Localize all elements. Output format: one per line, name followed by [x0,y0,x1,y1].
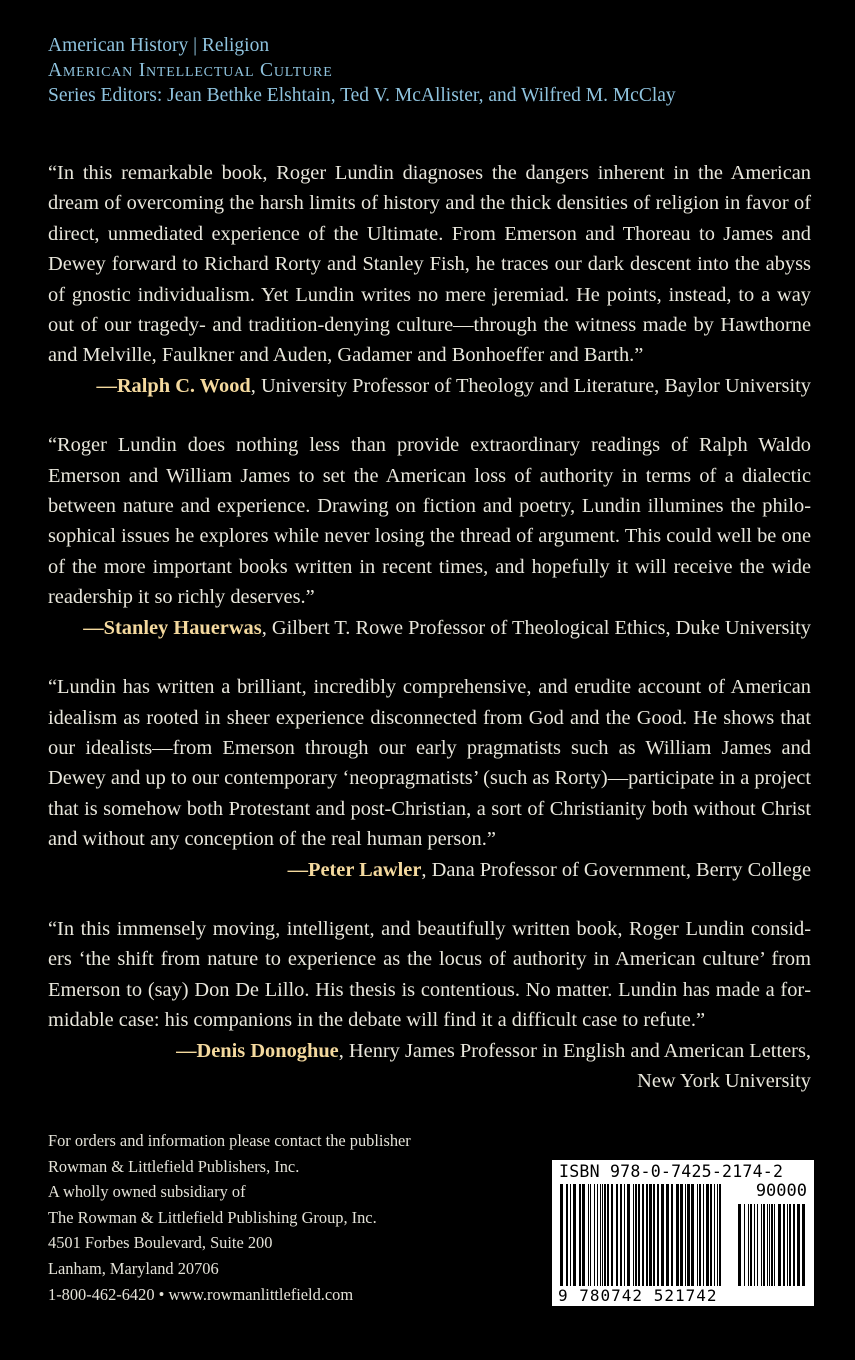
barcode-bar [642,1184,644,1286]
reviewer-affiliation: , Dana Professor of Government, Berry College [421,858,811,881]
barcode-bar [748,1204,749,1286]
reviewer-affiliation: , University Professor of Theology and Literature, Baylor University [250,374,811,397]
barcode-bar [602,1184,603,1286]
ean-digits: 9 780742 521742 [558,1286,718,1305]
blurb [48,430,811,643]
barcode-bar [661,1184,664,1286]
barcode-bar [671,1184,673,1286]
barcode-bar [627,1184,630,1286]
contact-line: A wholly owned subsidiary of [48,1182,246,1202]
barcode-bar [789,1204,791,1286]
barcode-bar [774,1204,775,1286]
barcode-bar [778,1204,781,1286]
barcode-bar [685,1184,686,1286]
barcode-bar [666,1184,669,1286]
contact-line: The Rowman & Littlefield Publishing Group, Inc. [48,1207,377,1227]
barcode-bar [607,1184,609,1286]
barcode-bar [769,1204,770,1286]
category-label: American History | Religion [48,35,270,56]
barcode-bar [649,1184,652,1286]
barcode-bar [697,1184,698,1286]
barcode-bar [802,1204,805,1286]
barcode-bar [611,1184,613,1286]
barcode-bar [744,1204,745,1286]
barcode-bar [783,1204,785,1286]
barcode-bar [570,1184,571,1286]
barcode-bar [597,1184,598,1286]
barcode-bar [787,1204,788,1286]
barcode-bar [620,1184,622,1286]
barcode-bar [719,1184,721,1286]
blurb [48,158,811,401]
blurb-attribution [48,371,811,401]
barcode-bar [582,1184,585,1286]
reviewer-name: —Stanley Hauerwas [83,616,262,639]
blurb-quote: “In this remarkable book, Roger Lundin diagnoses the dangers inherent in the American dream of overcoming the harsh limits of history and the thick densities of religion in favor of direct, unmediated experience of the Ultimate. From Emerson and Thoreau to James and Dewey forward to Richard Rorty and Stanley Fish, he traces our dark descent into the abyss of gnostic individualism. Yet Lundin writes no mere jeremiad. He points, instead, to a way out of our tragedy- and tradition-denying culture—through the witness made by Hawthorne and Melville, Faulkner and Auden, Gadamer and Bonhoeffer and Barth.” [48,162,811,367]
barcode-bar [600,1184,601,1286]
isbn-number: ISBN 978-0-7425-2174-2 [559,1162,784,1181]
barcode-bar [757,1204,758,1286]
barcode-bar [687,1184,690,1286]
barcode-bar [714,1184,715,1286]
blurb [48,672,811,885]
barcode-bar [566,1184,568,1286]
price-code: 90000 [755,1181,807,1201]
barcode-bar [635,1184,637,1286]
blurb [48,914,811,1096]
barcode-bar [750,1204,752,1286]
barcode-bar [691,1184,694,1286]
barcode-bar [590,1184,591,1286]
barcode-bar [763,1204,765,1286]
barcode-bar [793,1204,795,1286]
blurb-quote: “Lundin has written a brilliant, incredibly comprehensive, and erudite account of American idealism as rooted in sheer experience disconnected from God and the Good. He shows that our idealists—from Emerson through our early pragmatists such as William James and Dewey and up to our contemporary ‘neopragmatists’ (such as Rorty)—participate in a project that is somehow both Protestant and post-Christian, a sort of Christianity both without Christ and without any conception of the real human person.” [48,676,811,851]
barcode-bar [573,1184,576,1286]
barcode-bar [797,1204,800,1286]
barcode-bar [653,1184,655,1286]
barcode-bar [703,1184,704,1286]
series-info [48,33,676,108]
blurb-quote: “In this immensely moving, intelligent, and beautifully written book, Roger Lundin considers ‘the shift from nature to experience as the locus of authority in American culture’ from Emerson to (say) Don De Lillo. His thesis is contentious. No matter. Lundin has made a formidable case: his companions in the debate will find it a difficult case to refute.” [48,917,811,1032]
reviewer-affiliation: , Henry James Professor in English and American Letters, [338,1039,811,1062]
barcode-bar [738,1204,741,1286]
addon-bars [736,1204,808,1286]
blurb-attribution [48,613,811,643]
barcode-bar [604,1184,606,1286]
reviewer-affiliation-continued: New York University [637,1069,811,1092]
barcode-bar [706,1184,709,1286]
barcode-bar [616,1184,618,1286]
barcode-bar [699,1184,701,1286]
publisher-contact [48,1128,411,1307]
ean-bars [558,1184,724,1286]
reviewer-affiliation: , Gilbert T. Rowe Professor of Theological Ethics, Duke University [261,616,811,639]
barcode-bar [710,1184,712,1286]
reviewer-name: —Ralph C. Wood [96,374,251,397]
barcode-bar [676,1184,679,1286]
barcode-bar [588,1184,589,1286]
contact-line: 4501 Forbes Boulevard, Suite 200 [48,1233,273,1253]
barcode-bar [717,1184,718,1286]
contact-line: For orders and information please contact the publisher [48,1131,411,1150]
barcode-bar [594,1184,595,1286]
isbn-barcode [552,1160,814,1306]
contact-line: 1-800-462-6420 • www.rowmanlittlefield.com [48,1284,354,1304]
contact-line: Lanham, Maryland 20706 [48,1258,219,1278]
series-editors: Series Editors: Jean Bethke Elshtain, Ted V. McAllister, and Wilfred M. McClay [48,85,676,106]
blurb-quote: “Roger Lundin does nothing less than provide extraordinary readings of Ralph Waldo Emerson and William James to set the American loss of authority in terms of a dialectic between nature and experience. Drawing on fiction and poetry, Lundin illumines the philosophical issues he explores while never losing the thread of argument. This could well be one of the more important books written in recent times, and hopefully it will receive the wide readership it so richly deserves.” [48,434,811,609]
barcode-bar [633,1184,634,1286]
barcode-bar [761,1204,762,1286]
barcode-bar [771,1204,773,1286]
barcode-bar [754,1204,755,1286]
reviewer-name: —Denis Donoghue [176,1039,339,1062]
barcode-bar [624,1184,625,1286]
series-name: American Intellectual Culture [48,60,333,81]
barcode-bar [638,1184,640,1286]
barcode-bar [560,1184,563,1286]
barcode-bar [657,1184,659,1286]
contact-line: Rowman & Littlefield Publishers, Inc. [48,1156,300,1176]
reviewer-name: —Peter Lawler [287,858,422,881]
barcode-bar [646,1184,648,1286]
barcode-bar [579,1184,581,1286]
blurb-attribution [48,1036,811,1066]
blurbs [48,158,811,1125]
barcode-bar [767,1204,768,1286]
blurb-attribution [48,855,811,885]
barcode-bar [680,1184,683,1286]
